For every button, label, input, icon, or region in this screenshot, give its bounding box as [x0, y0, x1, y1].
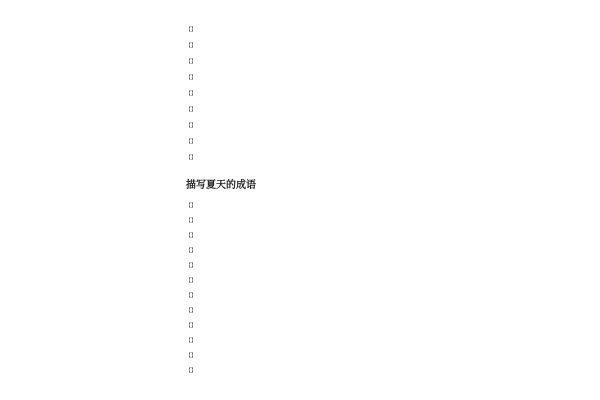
idiom-entry: 【】 [186, 155, 197, 161]
section-title: 描写夏天的成语 [186, 180, 256, 191]
idiom-entry: 【】 [186, 218, 197, 224]
idiom-entry: 【】 [186, 278, 197, 284]
spring-idioms-section [186, 26, 418, 162]
idiom-entry: 【】 [186, 43, 197, 49]
idiom-entry: 【】 [186, 248, 197, 254]
idiom-entry: 【】 [186, 139, 197, 145]
idiom-entry: 【】 [186, 293, 197, 299]
idiom-entry: 【】 [186, 263, 197, 269]
idiom-entry: 【】 [186, 27, 197, 33]
idiom-entry: 【】 [186, 107, 197, 113]
document-content [186, 26, 418, 382]
idiom-entry: 【】 [186, 308, 197, 314]
summer-idioms-section [186, 180, 418, 375]
idiom-entry: 【】 [186, 59, 197, 65]
idiom-entry: 【】 [186, 91, 197, 97]
idiom-entry: 【】 [186, 368, 197, 374]
idiom-entry: 【】 [186, 75, 197, 81]
idiom-entry: 【】 [186, 338, 197, 344]
idiom-entry: 【】 [186, 203, 197, 209]
idiom-entry: 【】 [186, 323, 197, 329]
idiom-entry: 【】 [186, 123, 197, 129]
idiom-entry: 【】 [186, 233, 197, 239]
idiom-entry: 【】 [186, 353, 197, 359]
